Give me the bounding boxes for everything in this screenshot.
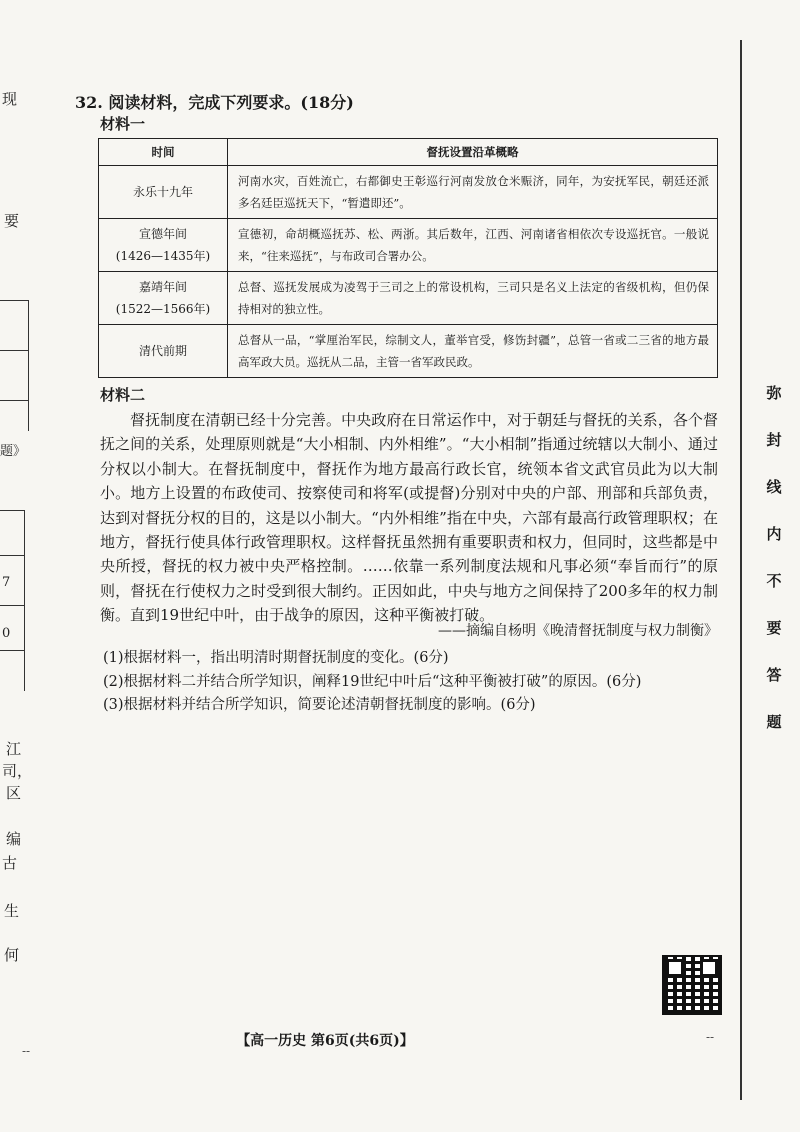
binding-char: 内 bbox=[766, 525, 782, 543]
bleed-table-fragment bbox=[0, 300, 29, 431]
binding-char: 弥 bbox=[766, 384, 782, 402]
bleed-fragment: 江 bbox=[6, 740, 22, 758]
question-title: 32. 阅读材料，完成下列要求。(18分) bbox=[75, 93, 354, 112]
material2-paragraph: 督抚制度在清朝已经十分完善。中央政府在日常运作中，对于朝廷与督抚的关系，各个督抚之间的关系，处理原则就是“大小相制、内外相维”。“大小相制”指通过统辖以大制小、通过分权以小制大。在督抚制度中，督抚作为地方最高行政长官，统领本省文武官员此为以大制小。地方上设置的布政使司、按察使司和将军(或提督)分别对中央的户部、刑部和兵部负责，达到对督抚分权的目的，这是以小制大。“内外相维”指在中央，六部有最高行政管理职权；在地方，督抚行使具体行政管理职权。这样督抚虽然拥有重要职责和权力，但同时，这些都是中央所授，督抚的权力被中央严格控制。……依靠一系列制度法规和凡事必须“奉旨而行”的原则，督抚在行使权力之时受到很大制约。正因如此，中央与地方之间保持了200多年的权力制衡。直到19世纪中叶，由于战争的原因，这种平衡被打破。 bbox=[100, 411, 718, 625]
bleed-fragment: 何 bbox=[4, 946, 20, 964]
material1-title: 材料一 bbox=[100, 115, 146, 133]
row-time bbox=[99, 272, 228, 325]
binding-char: 要 bbox=[766, 619, 782, 637]
subquestion-1: (1)根据材料一，指出明清时期督抚制度的变化。(6分) bbox=[103, 650, 449, 666]
binding-line bbox=[740, 40, 742, 1100]
row-content: 总督从一品，“掌厘治军民，综制文人，董举官受，修饬封疆”，总管一省或二三省的地方最高军政大员。巡抚从二品，主管一省军政民政。 bbox=[228, 325, 718, 378]
bleed-table-line bbox=[0, 650, 24, 651]
qr-code-icon bbox=[662, 955, 722, 1015]
bleed-fragment: 现 bbox=[2, 90, 18, 108]
bleed-fragment: 题》 bbox=[0, 444, 27, 459]
binding-char: 答 bbox=[766, 666, 782, 684]
row-content: 河南水灾，百姓流亡，右都御史王彰巡行河南发放仓米赈济，同年，为安抚军民，朝廷还派多名廷臣巡抚天下，“暂遣即还”。 bbox=[228, 166, 718, 219]
bleed-table-line bbox=[0, 555, 24, 556]
time-label: 永乐十九年 bbox=[132, 185, 193, 199]
time-range: (1426—1435年) bbox=[115, 249, 211, 263]
header-time: 时间 bbox=[99, 139, 228, 166]
bleed-fragment: 编 bbox=[6, 830, 22, 848]
bleed-table-line bbox=[0, 605, 24, 606]
corner-mark: -- bbox=[22, 1044, 31, 1058]
bleed-table-fragment bbox=[0, 510, 25, 691]
binding-notice bbox=[764, 380, 784, 736]
subquestion-3: (3)根据材料并结合所学知识，简要论述清朝督抚制度的影响。(6分) bbox=[103, 697, 536, 713]
binding-char: 题 bbox=[766, 713, 782, 731]
bleed-fragment: 要 bbox=[4, 212, 20, 230]
bleed-fragment: 7 bbox=[2, 575, 11, 590]
row-time bbox=[99, 219, 228, 272]
bleed-fragment: 0 bbox=[2, 626, 11, 641]
material2-title: 材料二 bbox=[100, 386, 146, 404]
bleed-fragment: 古 bbox=[2, 854, 18, 872]
row-content: 宣德初，命胡概巡抚苏、松、两浙。其后数年，江西、河南诸省相依次专设巡抚官。一般说来，“往来巡抚”，与布政司合署办公。 bbox=[228, 219, 718, 272]
bleed-fragment: 司， bbox=[2, 762, 33, 780]
bleed-table-line bbox=[0, 400, 28, 401]
header-content: 督抚设置沿革概略 bbox=[228, 139, 718, 166]
time-label: 宣德年间 bbox=[138, 227, 187, 241]
bleed-fragment: 生 bbox=[4, 902, 20, 920]
binding-char: 不 bbox=[766, 572, 782, 590]
table-row bbox=[99, 166, 718, 219]
bleed-fragment: 区 bbox=[6, 784, 22, 802]
footer-text: 【高一历史 第6页(共6页)】 bbox=[236, 1033, 414, 1049]
time-label: 嘉靖年间 bbox=[138, 280, 187, 294]
table-row bbox=[99, 325, 718, 378]
binding-char: 线 bbox=[766, 478, 782, 496]
corner-mark: -- bbox=[706, 1030, 715, 1044]
evolution-table bbox=[98, 138, 718, 378]
material2-source: ——摘编自杨明《晚清督抚制度与权力制衡》 bbox=[438, 623, 718, 639]
table-row bbox=[99, 272, 718, 325]
table-header-row bbox=[99, 139, 718, 166]
binding-char: 封 bbox=[766, 431, 782, 449]
row-time bbox=[99, 166, 228, 219]
subquestion-2: (2)根据材料二并结合所学知识，阐释19世纪中叶后“这种平衡被打破”的原因。(6分) bbox=[103, 674, 642, 690]
row-content: 总督、巡抚发展成为凌驾于三司之上的常设机构，三司只是名义上法定的省级机构，但仍保持相对的独立性。 bbox=[228, 272, 718, 325]
row-time bbox=[99, 325, 228, 378]
table-row bbox=[99, 219, 718, 272]
time-label: 清代前期 bbox=[138, 344, 187, 358]
time-range: (1522—1566年) bbox=[115, 302, 211, 316]
page-footer bbox=[0, 1030, 800, 1050]
bleed-table-line bbox=[0, 350, 28, 351]
